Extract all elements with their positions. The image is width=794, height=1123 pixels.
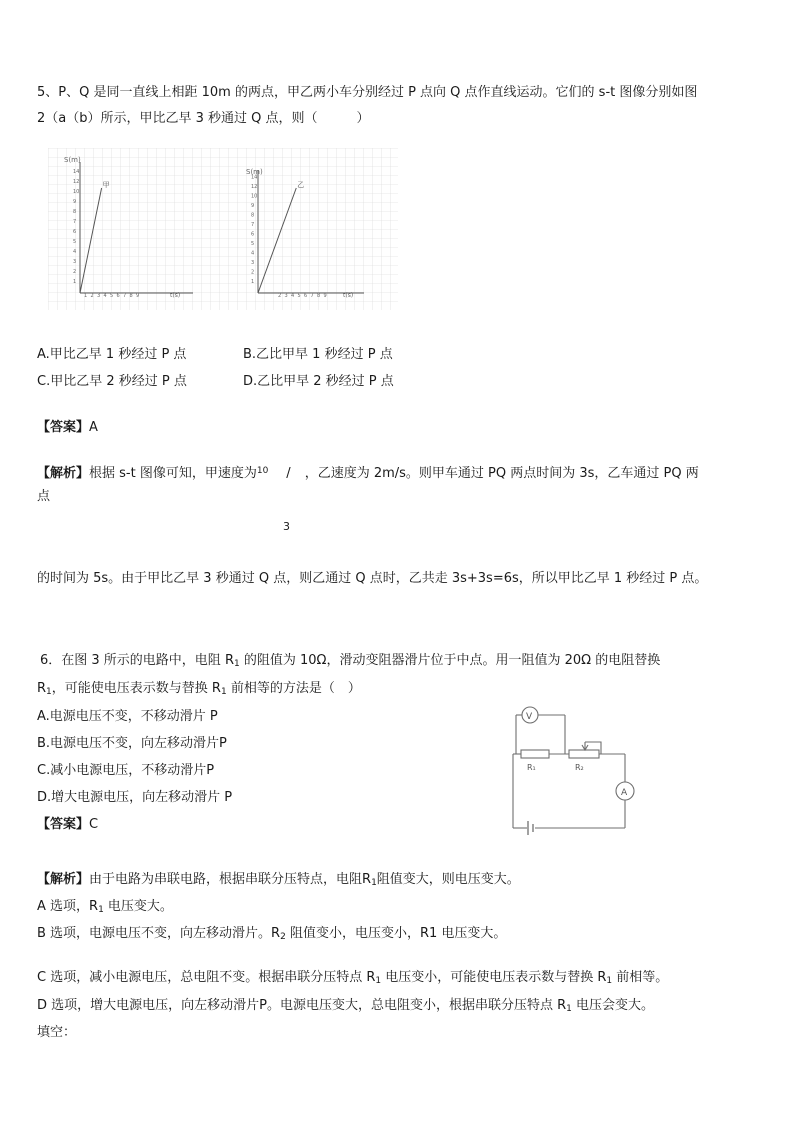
graph-a-ytick: 3 bbox=[73, 259, 77, 265]
q6-analysis-b bbox=[37, 925, 506, 946]
graph-a-xtick: 5 bbox=[110, 293, 114, 299]
r2-label: R₂ bbox=[575, 763, 584, 772]
q5-stem-line2: 2（a（b）所示，甲比乙早 3 秒通过 Q 点，则（ ） bbox=[37, 111, 370, 126]
q6-c-text2: 电压变小，可能使电压表示数与替换 R bbox=[381, 970, 607, 985]
graph-a-xtick: 7 bbox=[123, 293, 127, 299]
q6-c-sub: 1 bbox=[375, 976, 382, 986]
q6-c-text3: 前相等。 bbox=[612, 970, 669, 985]
graph-a-ytick: 1 bbox=[73, 279, 77, 285]
graph-b-ytick: 4 bbox=[251, 250, 255, 257]
q6-option-a: A.电源电压不变，不移动滑片 P bbox=[37, 709, 218, 724]
q6-analysis-tag: 【解析】 bbox=[37, 872, 90, 887]
rheostat-r2 bbox=[569, 750, 599, 758]
q6-stem-text1b: 的阻值为 10Ω，滑动变阻器滑片位于中点。用一阻值为 20Ω 的电阻替换 bbox=[239, 653, 661, 668]
q5-analysis-line2: 点 bbox=[37, 489, 51, 504]
fill-blank-heading: 填空： bbox=[37, 1025, 77, 1040]
q5-analysis-line1 bbox=[37, 462, 699, 483]
q6-stem-sub1: 1 bbox=[233, 659, 240, 669]
q5-option-c: C.甲比乙早 2 秒经过 P 点 bbox=[37, 374, 187, 389]
q6-analysis-c bbox=[37, 969, 668, 990]
graph-b-ytick: 5 bbox=[251, 241, 255, 247]
graph-b-ytick: 12 bbox=[251, 184, 258, 190]
graph-a-ytick: 6 bbox=[73, 229, 77, 235]
graph-b-ytick: 3 bbox=[251, 260, 255, 266]
graph-a-xtick: 9 bbox=[136, 293, 140, 299]
graph-b-xtick: 2 bbox=[278, 293, 282, 299]
q6-option-b: B.电源电压不变，向左移动滑片P bbox=[37, 736, 227, 751]
q6-stem-sub3: 1 bbox=[220, 687, 227, 697]
q5-analysis-text1b: ，乙速度为 2m/s。则甲车通过 PQ 两点时间为 3s，乙车通过 PQ 两 bbox=[304, 466, 699, 481]
q5-option-d: D.乙比甲早 2 秒经过 P 点 bbox=[243, 374, 394, 389]
q5-answer-value: A bbox=[89, 420, 98, 435]
q5-fraction-top: 10 bbox=[256, 466, 269, 476]
graph-a-xtick: 6 bbox=[116, 293, 120, 299]
graph-a-ylabel: S(m) bbox=[64, 156, 81, 164]
q5-option-a: A.甲比乙早 1 秒经过 P 点 bbox=[37, 347, 187, 362]
q6-stem-text2c: 前相等的方法是（ ） bbox=[226, 681, 361, 696]
ammeter-label: A bbox=[621, 788, 628, 798]
graph-a-xtick: 3 bbox=[97, 293, 101, 299]
q6-analysis-text1: 由于电路为串联电路，根据串联分压特点，电阻R bbox=[89, 872, 372, 887]
q6-stem-text1: 6．在图 3 所示的电路中，电阻 R bbox=[40, 653, 234, 668]
graph-b-xtick: 7 bbox=[310, 293, 314, 299]
graph-b-xtick: 9 bbox=[323, 293, 327, 299]
q6-b-sub: 2 bbox=[280, 932, 286, 942]
q6-a-sub: 1 bbox=[98, 905, 104, 915]
graph-a-ytick: 4 bbox=[73, 249, 77, 255]
r1-label: R₁ bbox=[527, 763, 536, 772]
graph-a-ytick: 7 bbox=[73, 219, 77, 225]
graph-b-ytick: 8 bbox=[251, 212, 255, 219]
q6-answer-value: C bbox=[89, 817, 99, 832]
q6-b-text1: B 选项，电源电压不变，向左移动滑片。R bbox=[37, 926, 281, 941]
q6-stem-sub2: 1 bbox=[46, 687, 52, 697]
q6-stem-text2a: R bbox=[37, 681, 47, 696]
q6-d-sub: 1 bbox=[566, 1004, 572, 1014]
q5-answer-tag: 【答案】 bbox=[37, 420, 90, 435]
q5-option-b: B.乙比甲早 1 秒经过 P 点 bbox=[243, 347, 393, 362]
graph-a-xtick: 2 bbox=[90, 293, 94, 299]
q6-d-text2: 电压会变大。 bbox=[571, 998, 655, 1013]
graph-a-line-label: 甲 bbox=[102, 181, 110, 189]
q6-a-text1: A 选项，R bbox=[37, 899, 99, 914]
q5-analysis-line3: 的时间为 5s。由于甲比乙早 3 秒通过 Q 点，则乙通过 Q 点时，乙共走 3s+3s=6s，所以甲比乙早 1 秒经过 P 点。 bbox=[37, 571, 708, 586]
graph-b-ytick: 1 bbox=[251, 279, 255, 285]
q6-answer-tag: 【答案】 bbox=[37, 817, 90, 832]
q5-stem-line1: 5、P、Q 是同一直线上相距 10m 的两点，甲乙两小车分别经过 P 点向 Q 点作直线运动。它们的 s-t 图像分别如图 bbox=[37, 85, 698, 100]
graph-a-ytick: 10 bbox=[73, 189, 80, 195]
q6-answer bbox=[37, 816, 98, 834]
graph-b-ytick: 10 bbox=[251, 193, 258, 200]
graph-a-ytick: 5 bbox=[73, 239, 77, 245]
q6-c-text1: C 选项，减小电源电压，总电阻不变。根据串联分压特点 R bbox=[37, 970, 376, 985]
q6-option-c: C.减小电源电压，不移动滑片P bbox=[37, 763, 215, 778]
q6-stem-line2 bbox=[37, 680, 361, 701]
graph-b-ylabel: S(m) bbox=[246, 168, 263, 176]
graph-b-xtick: 4 bbox=[291, 293, 295, 299]
q6-analysis-d bbox=[37, 997, 654, 1018]
q5-figure bbox=[48, 148, 398, 310]
q6-b-text2: 阻值变小，电压变小，R1 电压变大。 bbox=[285, 926, 507, 941]
graph-b-ytick: 2 bbox=[251, 269, 255, 276]
graph-a-ytick: 12 bbox=[73, 179, 80, 185]
graph-b-xtick: 8 bbox=[317, 293, 321, 299]
graph-a-xtick: 8 bbox=[129, 293, 133, 299]
q6-stem-text2b: ，可能使电压表示数与替换 R bbox=[51, 681, 221, 696]
q6-analysis-line1 bbox=[37, 871, 520, 892]
q5-analysis-text1: 根据 s-t 图像可知，甲速度为 bbox=[89, 466, 257, 481]
battery-icon bbox=[528, 821, 533, 835]
graph-a-xlabel: t(s) bbox=[170, 292, 181, 299]
graph-b-ytick: 6 bbox=[251, 231, 255, 238]
q5-answer bbox=[37, 419, 98, 437]
graph-b-xtick: 3 bbox=[284, 293, 288, 299]
graph-a-ytick: 9 bbox=[73, 199, 77, 205]
graph-b-ytick: 7 bbox=[251, 222, 255, 228]
graph-a-ytick: 2 bbox=[73, 269, 77, 275]
resistor-r1 bbox=[521, 750, 549, 758]
graph-b-ytick: 14 bbox=[251, 174, 258, 181]
q5-fraction-bottom: 3 bbox=[283, 520, 290, 533]
q6-analysis-a bbox=[37, 898, 173, 919]
graph-a-ytick: 14 bbox=[73, 169, 80, 175]
graph-b-xtick: 5 bbox=[297, 293, 301, 299]
graph-b-ytick: 9 bbox=[251, 203, 255, 209]
graph-a-xtick: 4 bbox=[103, 293, 107, 299]
q6-option-d: D.增大电源电压，向左移动滑片 P bbox=[37, 790, 233, 805]
q6-analysis-sub1: 1 bbox=[371, 878, 377, 888]
q6-circuit bbox=[505, 700, 645, 840]
q6-stem-line1 bbox=[40, 652, 660, 673]
q6-analysis-text1b: 阻值变大，则电压变大。 bbox=[376, 872, 520, 887]
q5-fraction-slash: / bbox=[286, 466, 291, 481]
graph-b-xlabel: t(s) bbox=[343, 292, 354, 299]
q6-c-sub2: 1 bbox=[606, 976, 613, 986]
q6-d-text1: D 选项，增大电源电压，向左移动滑片P。电源电压变大，总电阻变小，根据串联分压特点 R bbox=[37, 998, 567, 1013]
q5-analysis-tag: 【解析】 bbox=[37, 466, 90, 481]
graph-a-ytick: 8 bbox=[73, 209, 77, 215]
voltmeter-label: V bbox=[526, 712, 533, 722]
q6-a-text2: 电压变大。 bbox=[103, 899, 173, 914]
graph-b-line-label: 乙 bbox=[297, 181, 305, 189]
graph-a-xtick: 1 bbox=[84, 293, 88, 299]
graph-b-xtick: 6 bbox=[304, 293, 308, 299]
